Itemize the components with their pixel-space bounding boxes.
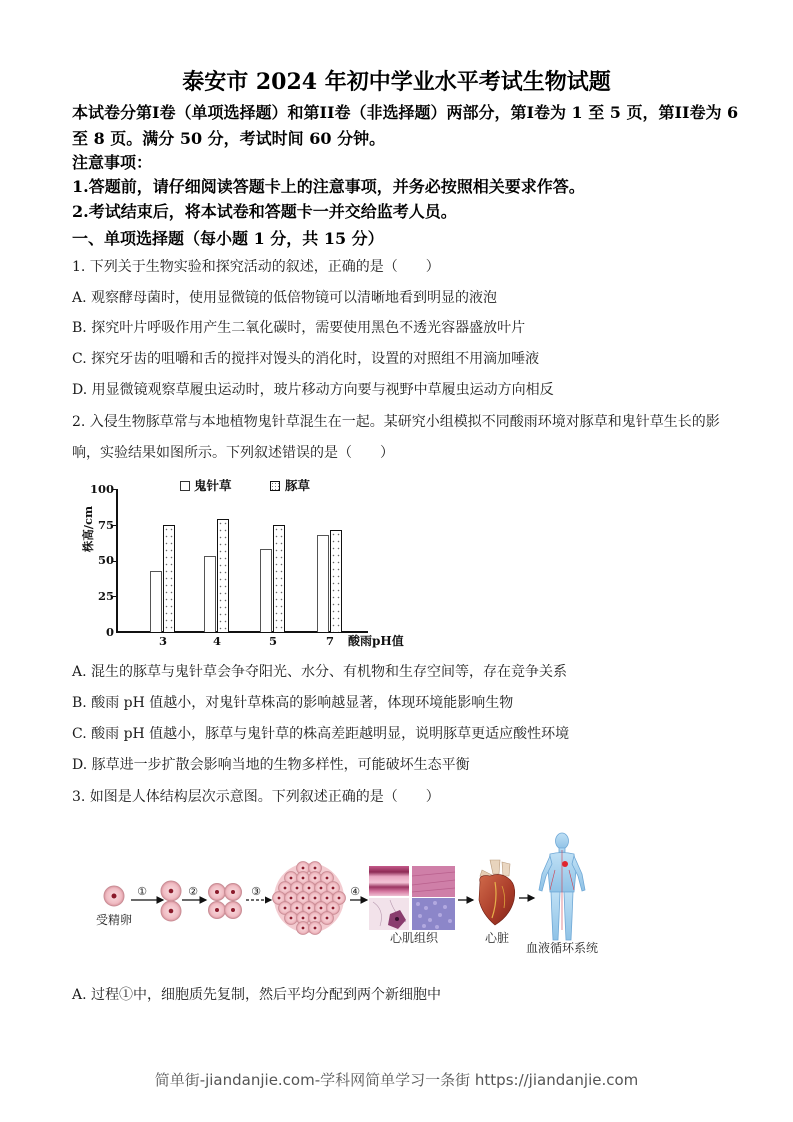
step-1-marker: ① [137,885,147,898]
y-tick-label: 75 [97,518,114,532]
step-2-marker: ② [188,885,198,898]
fertilized-egg-icon [104,886,124,906]
question-1-option-d: D. 用显微镜观察草履虫运动时，玻片移动方向要与视野中草履虫运动方向相反 [72,382,554,398]
tissue-label: 心肌组织 [389,931,438,945]
x-tick-label: 3 [158,634,167,648]
bar-tuncao-ph4 [217,519,229,632]
step-3-marker: ③ [251,885,261,898]
legend-swatch-tuncao [270,481,280,491]
x-tick-label: 4 [212,634,221,648]
y-tick-label: 25 [97,589,114,603]
heart-organ-icon [479,860,515,925]
question-1-stem: 1. 下列关于生物实验和探究活动的叙述，正确的是（ ） [72,259,440,275]
organ-label: 心脏 [484,931,509,945]
y-axis-label: 株高/cm [81,505,95,553]
y-tick-label: 50 [97,553,114,567]
fertilized-egg-label: 受精卵 [95,913,132,927]
two-cell-icon [161,881,181,921]
question-1-option-b: B. 探究叶片呼吸作用产生二氧化碳时，需要使用黑色不透光容器盛放叶片 [72,320,526,336]
y-tick-label: 0 [105,625,114,639]
x-tick-label: 7 [325,634,334,648]
question-1-option-c: C. 探究牙齿的咀嚼和舌的搅拌对馒头的消化时，设置的对照组不用滴加唾液 [72,351,540,367]
intro-line-2: 至 8 页。满分 50 分，考试时间 60 分钟。 [72,129,386,148]
question-3-stem: 3. 如图是人体结构层次示意图。下列叙述正确的是（ ） [72,789,440,805]
legend-label-guizhencao: 鬼针草 [194,478,232,493]
question-2-option-b: B. 酸雨 pH 值越小，对鬼针草株高的影响越显著，体现环境能影响生物 [72,695,514,711]
system-label: 血液循环系统 [525,941,598,955]
intro-line-1: 本试卷分第I卷（单项选择题）和第II卷（非选择题）两部分，第I卷为 1 至 5 页，第II卷为 6 [72,103,739,122]
y-tick-label: 100 [89,482,114,496]
bar-tuncao-ph7 [330,530,342,632]
bar-guizhencao-ph3 [150,571,162,632]
four-cell-icon [209,884,242,919]
bar-tuncao-ph5 [273,525,285,632]
question-2-option-a: A. 混生的豚草与鬼针草会争夺阳光、水分、有机物和生存空间等，存在竞争关系 [72,664,568,680]
tissue-images-icon [369,866,455,930]
step-4-marker: ④ [350,885,360,898]
human-body-structure-diagram [90,830,610,960]
x-tick-label: 5 [268,634,277,648]
page-title: 泰安市 2024 年初中学业水平考试生物试题 [182,69,611,95]
question-2-option-c: C. 酸雨 pH 值越小，豚草与鬼针草的株高差距越明显，说明豚草更适应酸性环境 [72,726,570,742]
question-3-option-a: A. 过程①中，细胞质先复制，然后平均分配到两个新细胞中 [72,987,442,1003]
question-2-stem-line-2: 响，实验结果如图所示。下列叙述错误的是（ ） [72,445,394,461]
bar-guizhencao-ph4 [204,556,216,632]
section-heading: 一、单项选择题（每小题 1 分，共 15 分） [72,229,384,248]
x-axis-label: 酸雨pH值 [348,634,404,648]
footer-watermark: 简单街-jiandanjie.com-学科网简单学习一条街 https://jiandanjie.com [154,1071,639,1089]
human-body-circulatory-icon [539,833,585,940]
bar-tuncao-ph3 [163,525,175,632]
notice-item-1: 1.答题前，请仔细阅读答题卡上的注意事项，并务必按照相关要求作答。 [72,177,585,196]
notice-item-2: 2.考试结束后，将本试卷和答题卡一并交给监考人员。 [72,202,457,221]
question-1-option-a: A. 观察酵母菌时，使用显微镜的低倍物镜可以清晰地看到明显的液泡 [72,290,498,306]
bar-guizhencao-ph5 [260,549,272,632]
bar-chart-plant-height [70,478,420,658]
notice-heading: 注意事项： [72,153,153,172]
legend-swatch-guizhencao [180,481,190,491]
question-2-option-d: D. 豚草进一步扩散会影响当地的生物多样性，可能破坏生态平衡 [72,757,470,773]
cell-cluster-icon [273,862,346,935]
question-2-stem-line-1: 2. 入侵生物豚草常与本地植物鬼针草混生在一起。某研究小组模拟不同酸雨环境对豚草和鬼针草生长的影 [72,414,720,430]
legend-label-tuncao: 豚草 [285,478,311,493]
bar-guizhencao-ph7 [317,535,329,632]
